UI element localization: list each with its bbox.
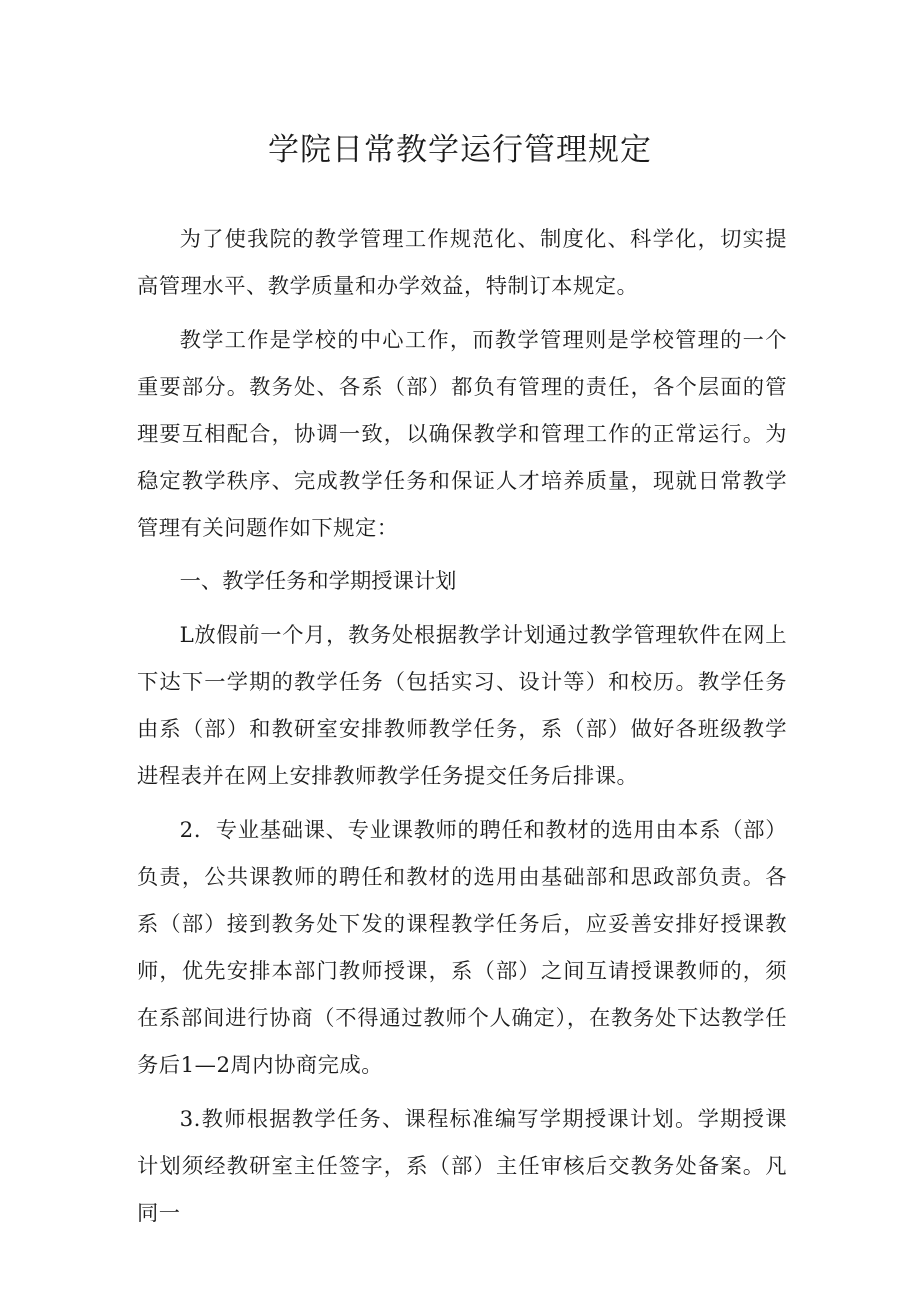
intro-paragraph-1: 为了使我院的教学管理工作规范化、制度化、科学化，切实提高管理水平、教学质量和办学效益，特制订本规定。 — [137, 227, 787, 299]
document-title: 学院日常教学运行管理规定 — [268, 132, 652, 168]
section-item-3: 3.教师根据教学任务、课程标准编写学期授课计划。学期授课计划须经教研室主任签字，系（部）主任审核后交教务处备案。凡同一 — [137, 1107, 787, 1226]
section-item-2: 2．专业基础课、专业课教师的聘任和教材的选用由本系（部）负责，公共课教师的聘任和教材的选用由基础部和思政部负责。各系（部）接到教务处下发的课程教学任务后，应妥善安排好授课教师，优先安排本部门教师授课，系（部）之间互请授课教师的，须在系部间进行协商（不得通过教师个人确定），在教务处下达教学任务后1—2周内协商完成。 — [137, 818, 787, 1078]
section-heading-1: 一、教学任务和学期授课计划 — [179, 569, 457, 594]
document-body — [137, 216, 787, 1237]
intro-paragraph-2: 教学工作是学校的中心工作，而教学管理则是学校管理的一个重要部分。教务处、各系（部）都负有管理的责任，各个层面的管理要互相配合，协调一致，以确保教学和管理工作的正常运行。为稳定教学秩序、完成教学任务和保证人才培养质量，现就日常教学管理有关问题作如下规定： — [137, 328, 787, 541]
section-item-1: L放假前一个月，教务处根据教学计划通过教学管理软件在网上下达下一学期的教学任务（包括实习、设计等）和校历。教学任务由系（部）和教研室安排教师教学任务，系（部）做好各班级教学进程表并在网上安排教师教学任务提交任务后排课。 — [137, 623, 787, 789]
